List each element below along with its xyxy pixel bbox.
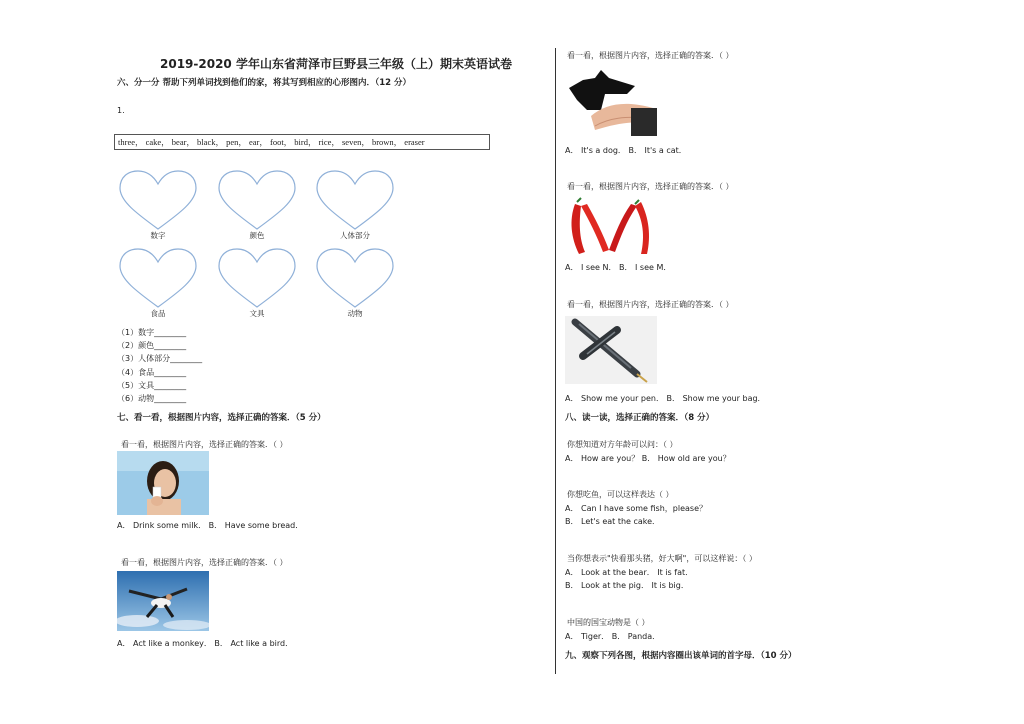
q7-5-prompt: 看一看，根据图片内容，选择正确的答案．（ ） <box>567 300 734 309</box>
q8-2-option-a: A． Can I have some fish，please？ <box>565 504 708 513</box>
q7-3-prompt: 看一看，根据图片内容，选择正确的答案．（ ） <box>567 51 734 60</box>
page-title: 2019-2020 学年山东省菏泽市巨野县三年级（上）期末英语试卷 <box>160 57 512 71</box>
heart-shape <box>317 249 393 307</box>
man-acting-like-bird-image <box>117 571 209 631</box>
heart-shape <box>219 171 295 229</box>
q8-1-options: A． How are you？ B． How old are you？ <box>565 454 731 463</box>
heart-shape <box>120 249 196 307</box>
heart-shape <box>219 249 295 307</box>
heart-shape <box>120 171 196 229</box>
column-divider <box>555 48 556 674</box>
pen-image <box>565 316 657 384</box>
heart-label-animals: 动物 <box>347 309 363 318</box>
heart-label-numbers: 数字 <box>150 231 166 240</box>
section9-heading: 九、观察下列各图，根据内容圈出该单词的首字母．（10 分） <box>565 651 797 661</box>
q7-5-options: A． Show me your pen． B． Show me your bag． <box>565 394 766 403</box>
q8-3-prompt: 当你想表示"快看那头猪，好大啊"，可以这样说：（ ） <box>567 554 757 563</box>
answer-line-1: （1）数字________ <box>117 328 187 337</box>
heart-label-colors: 颜色 <box>249 231 265 240</box>
q8-3-option-b: B． Look at the pig． It is big． <box>565 581 689 590</box>
section6-heading: 六、分一分 帮助下列单词找到他们的家，将其写到相应的心形图内．（12 分） <box>117 78 412 88</box>
answer-line-6: （6）动物________ <box>117 394 187 403</box>
heart-label-food: 食品 <box>150 309 166 318</box>
q8-2-prompt: 你想吃鱼，可以这样表达（ ） <box>567 490 674 499</box>
q7-3-options: A． It's a dog． B． It's a cat． <box>565 146 687 155</box>
q7-1-options: A． Drink some milk． B． Have some bread． <box>117 521 304 530</box>
q8-3-option-a: A． Look at the bear． It is fat． <box>565 568 694 577</box>
q7-2-options: A． Act like a monkey． B． Act like a bird． <box>117 639 294 648</box>
word-bank-box: three， cake， bear， black， pen， ear， foot， bird， rice， seven， brown， eraser <box>114 134 490 150</box>
answer-line-3: （3）人体部分________ <box>117 354 203 363</box>
q7-1-prompt: 看一看，根据图片内容，选择正确的答案．（ ） <box>121 440 288 449</box>
section7-heading: 七、看一看，根据图片内容，选择正确的答案．（5 分） <box>117 413 326 423</box>
heart-label-body: 人体部分 <box>340 231 370 240</box>
question-number: 1. <box>117 106 125 115</box>
answer-line-4: （4）食品________ <box>117 368 187 377</box>
q7-4-prompt: 看一看，根据图片内容，选择正确的答案．（ ） <box>567 182 734 191</box>
q8-4-prompt: 中国的国宝动物是（ ） <box>567 618 650 627</box>
answer-line-5: （5）文具________ <box>117 381 187 390</box>
q8-4-options: A． Tiger． B． Panda． <box>565 632 661 641</box>
q7-2-prompt: 看一看，根据图片内容，选择正确的答案．（ ） <box>121 558 288 567</box>
heart-shape <box>317 171 393 229</box>
heart-label-stationery: 文具 <box>249 309 265 318</box>
woman-drinking-milk-image <box>117 451 209 515</box>
answer-line-2: （2）颜色________ <box>117 341 187 350</box>
chili-peppers-letter-image <box>565 194 651 258</box>
q7-4-options: A． I see N． B． I see M． <box>565 263 672 272</box>
q8-1-prompt: 你想知道对方年龄可以问：（ ） <box>567 440 678 449</box>
hand-shadow-dog-image <box>565 64 659 136</box>
hearts-diagram <box>112 168 412 320</box>
section8-heading: 八、读一读，选择正确的答案．（8 分） <box>565 413 715 423</box>
q8-2-option-b: B． Let's eat the cake． <box>565 517 661 526</box>
